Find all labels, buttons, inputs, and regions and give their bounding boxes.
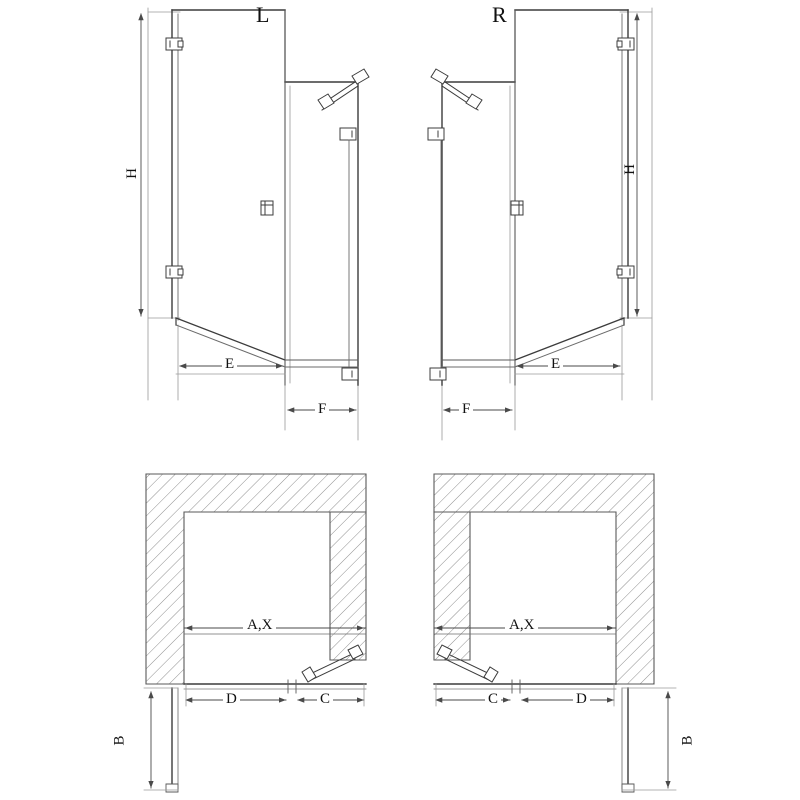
- elevation-right-view: [428, 8, 652, 440]
- label-depth-b-left: B: [111, 735, 128, 746]
- plan-left-view: [144, 474, 366, 792]
- label-height-right: H: [621, 164, 638, 175]
- label-segment-d-right: D: [573, 692, 590, 707]
- label-handing-left: L: [256, 2, 270, 27]
- label-height-left: H: [123, 168, 140, 179]
- label-handing-right: R: [492, 2, 507, 27]
- label-segment-c-right: C: [485, 692, 501, 707]
- label-segment-d-left: D: [223, 692, 240, 707]
- elevation-left-view: [141, 8, 369, 440]
- label-segment-c-left: C: [317, 692, 333, 707]
- label-width-ax-left: A,X: [243, 618, 276, 633]
- label-panel-e-left: E: [222, 357, 237, 372]
- label-width-ax-right: A,X: [505, 618, 538, 633]
- label-depth-b-right: B: [679, 735, 696, 746]
- label-panel-f-left: F: [315, 402, 329, 417]
- label-panel-f-right: F: [459, 402, 473, 417]
- plan-right-view: [434, 474, 676, 792]
- label-panel-e-right: E: [548, 357, 563, 372]
